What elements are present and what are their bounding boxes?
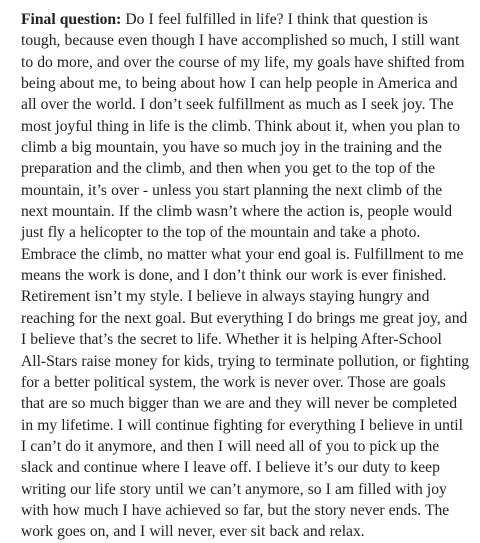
paragraph-text: Do I feel fulfilled in life? I think that question is tough, because even though I have accomplished so much, I still want to do more, and over the course of my life, my goals have shifted from being about me, to being about how I can help people in America and all over the world. I don’t seek fulfillment as much as I seek joy. The most joyful thing in life is the climb. Think about it, when you plan to climb a big mountain, you have so much joy in the training and the preparation and the climb, and then when you get to the top of the mountain, it’s over - unless you start planning the next climb of the next mountain. If the climb wasn’t where the action is, people would just fly a helicopter to the top of the mountain and take a photo. Embrace the climb, no matter what your end goal is. Fulfillment to me means the work is done, and I don’t think our work is ever finished. Retirement isn’t my style. I believe in always staying hungry and reaching for the next goal. But everything I do brings me great joy, and I believe that’s the secret to life. Whether it is helping After-School All-Stars raise money for kids, trying to terminate pollution, or fighting for a better political system, the work is never over. Those are goals that are so much bigger than we are and they will never be completed in my lifetime. I will continue fighting for everything I believe in until I can’t do it anymore, and then I will need all of you to pick up the slack and continue where I leave off. I believe it’s our duty to keep writing our life story until we can’t anymore, so I am filled with joy with how much I have achieved so far, but the story never ends. The work goes on, and I will never, ever sit back and relax. — [21, 11, 470, 541]
lead-in-heading: Final question: — [21, 11, 122, 28]
body-paragraph — [21, 9, 470, 543]
